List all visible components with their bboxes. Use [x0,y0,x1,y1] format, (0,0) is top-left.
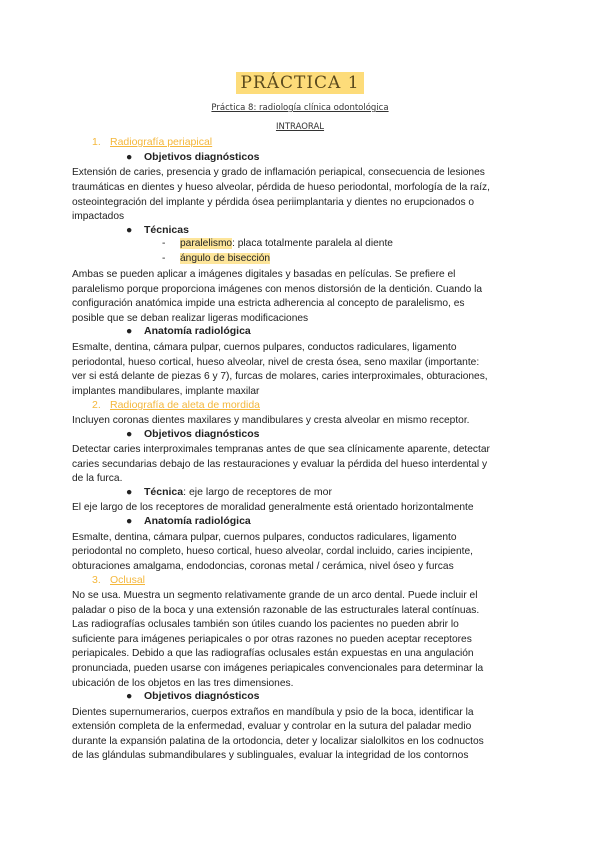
technique-text: : eje largo de receptores de mor [183,486,332,498]
text-line: de la furca. [72,473,123,484]
heading-text: Radiografía de aleta de mordida [110,399,261,411]
bullet-dot: ● [126,515,133,527]
text-line: Detectar caries interproximales tempranas antes de que sea clínicamente aparente, detectar [72,444,490,455]
dash-marker: - [162,253,166,264]
highlight-text: ángulo de bisección [180,253,271,264]
bullet-dot: ● [126,224,133,236]
text-line: paladar o piso de la boca y una extensión razonable de las estructurales lateral contínuas. [72,605,480,616]
bullet-dot: ● [126,151,133,163]
text-line: suficiente para imágenes periapicales o por otras razones no pueden aceptar receptores [72,634,472,645]
text-line: pronunciada, pueden usarse con imágenes periapicales convencionales para determinar la [72,663,484,674]
bullet-dot: ● [126,690,133,702]
heading-number: 1. [92,136,101,148]
text-line: periodontal, hueso cortical, hueso alveolar, nivel de cresta ósea, seno maxilar (importante: [72,357,480,368]
text-line: No se usa. Muestra un segmento relativamente grande de un arco dental. Puede incluir el [72,590,478,601]
text-line: implantes mandibulares, implante maxilar [72,386,260,397]
section-heading-aleta [92,399,260,411]
bullet-dot: ● [126,325,133,337]
text-line: caries secundarias debajo de las restauraciones y evaluar la pérdida del hueso interdental y [72,459,488,470]
text-line: ver si está delante de piezas 6 y 7), furcas de molares, caries interproximales, obturaciones, [72,371,488,382]
text-line: periodontal no completo, hueso cortical, hueso alveolar, cordal incluido, caries incipiente, [72,546,473,557]
technique-text: : placa totalmente paralela al diente [232,238,393,249]
heading-text: Radiografía periapical [110,136,213,148]
text-line: El eje largo de los receptores de moralidad generalmente está orientado horizontalmente [72,502,474,513]
bullet-objetivos [126,428,260,440]
text-line: traumáticas en dientes y hueso alveolar, pérdida de hueso periodontal, morfología de la raíz, [72,182,490,193]
technique-item-paralelismo [162,238,393,249]
text-line: extensión completa de la enfermedad, evaluar y controlar en la sutura del paladar medio [72,721,472,732]
heading-text: Oclusal [110,574,146,586]
highlight-text: paralelismo [180,238,233,249]
text-line: periapicales. Debido a que las radiografías oclusales están expuestas en una angulación [72,648,474,659]
page-title: PRÁCTICA 1 [236,72,363,94]
section-heading-periapical [92,136,212,148]
dash-marker: - [162,238,166,249]
bullet-label: Objetivos diagnósticos [144,151,260,163]
bullet-anatomia [126,325,251,337]
text-line: osteointegración del implante y pérdida ósea periimplantaria y dientes no erupcionados o [72,197,475,208]
page-title-wrap [0,72,600,94]
text-line: ubicación de los objetos en las tres dimensiones. [72,678,294,689]
text-line: Esmalte, dentina, cámara pulpar, cuernos pulpares, conductos radiculares, ligamento [72,532,457,543]
text-line: Dientes supernumerarios, cuerpos extraños en mandíbula y psio de la boca, identificar la [72,707,474,718]
bullet-label: Anatomía radiológica [144,515,251,527]
bullet-objetivos [126,151,260,163]
technique-item-biseccion [162,253,270,264]
bullet-anatomia [126,515,251,527]
heading-number: 2. [92,399,101,411]
bullet-label: Objetivos diagnósticos [144,690,260,702]
bullet-label: Objetivos diagnósticos [144,428,260,440]
subtitle: Práctica 8: radiología clínica odontológica [211,103,389,113]
section-heading-oclusal [92,574,145,586]
text-line: Las radiografías oclusales también son útiles cuando los pacientes no pueden abrir lo [72,619,459,630]
text-line: posible que se deban realizar ligeras modificaciones [72,313,309,324]
bullet-label: Técnicas [144,224,189,236]
text-line: Esmalte, dentina, cámara pulpar, cuernos pulpares, conductos radiculares, ligamento [72,342,457,353]
heading-number: 3. [92,574,101,586]
bullet-tecnicas [126,224,189,236]
text-line: obturaciones amalgama, endodoncias, coronas metal / cerámica, nivel óseo y furcas [72,561,454,572]
bullet-label: Anatomía radiológica [144,325,251,337]
bullet-objetivos [126,690,260,702]
text-line: paralelismo porque proporciona imágenes con menos distorsión de la dentición. Cuando la [72,284,483,295]
text-line: configuración anatómica impide una estricta adherencia al concepto de paralelismo, es [72,298,465,309]
text-line: impactados [72,211,125,222]
bullet-tecnica [126,486,332,498]
text-line: Ambas se pueden aplicar a imágenes digitales y basadas en películas. Se prefiere el [72,269,456,280]
bullet-dot: ● [126,428,133,440]
section-label: INTRAORAL [275,122,325,132]
text-line: de las glándulas submandibulares y sublinguales, evaluar la integridad de los contornos [72,750,469,761]
text-line: Incluyen coronas dientes maxilares y mandibulares y cresta alveolar en mismo receptor. [72,415,470,426]
text-line: durante la expansión palatina de la ortodoncia, deter y localizar sialolkitos en los codnuctos [72,736,484,747]
text-line: Extensión de caries, presencia y grado de inflamación periapical, consecuencia de lesiones [72,167,485,178]
bullet-label: Técnica [144,486,184,498]
bullet-dot: ● [126,486,133,498]
